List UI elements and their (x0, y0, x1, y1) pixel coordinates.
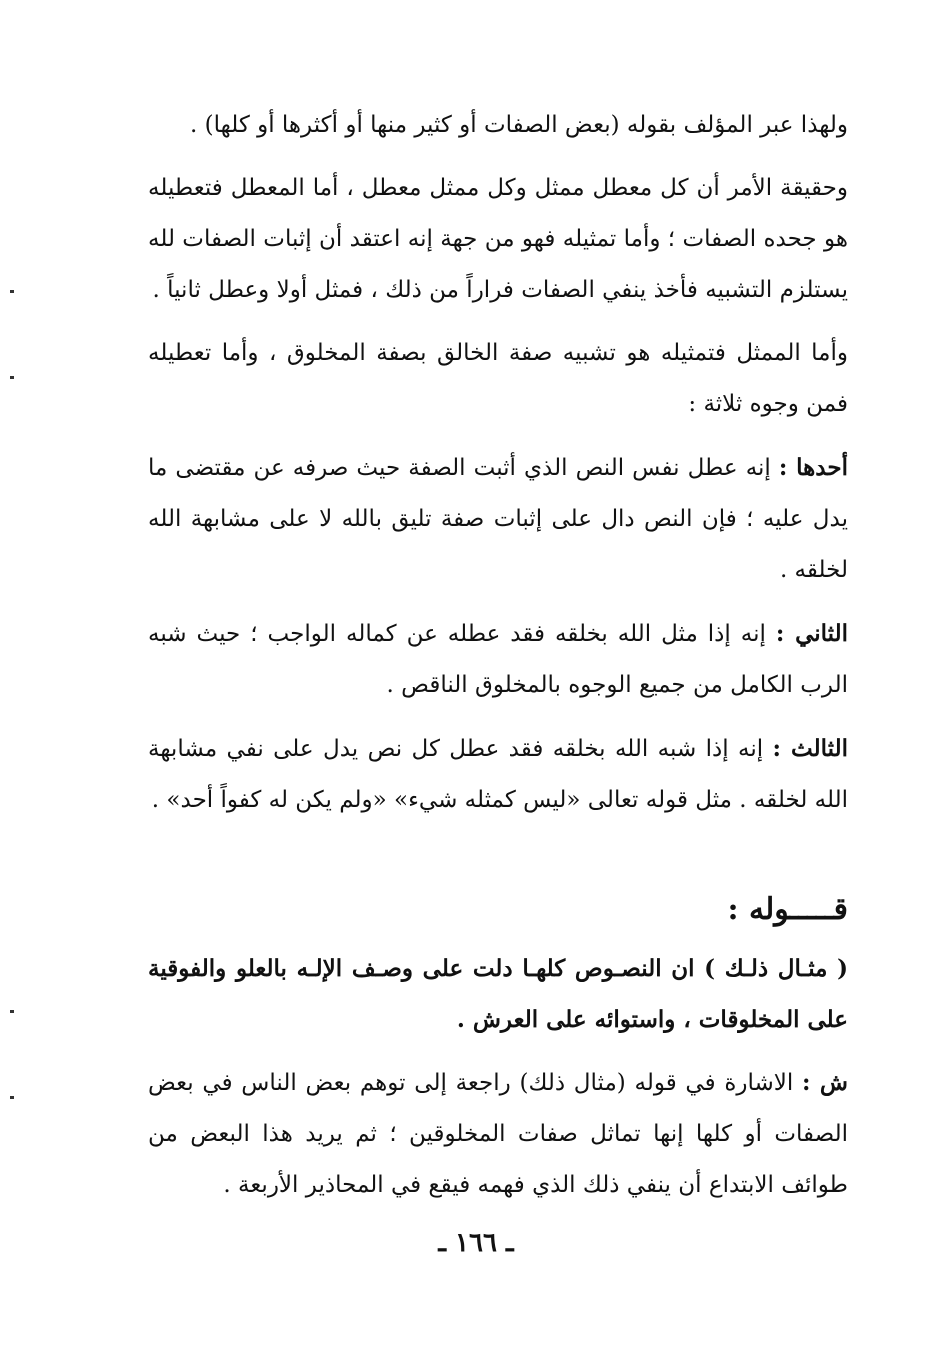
commentary-paragraph (148, 1057, 848, 1211)
quoted-text: ( مثـال ذلـك ) ان النصـوص كلهـا دلت على وصـف الإلـه بالعلو والفوقية على المخلوقات ، واستوائه على العرش . (148, 955, 848, 1033)
paragraph-4-lead: أحدها : (778, 454, 848, 481)
scan-speck (10, 1010, 14, 1013)
commentary-text: الاشارة في قوله (مثال ذلك) راجعة إلى توهم بعض الناس في بعض الصفات أو كلها إنها تماثل صفات المخلوقين ؛ ثم يريد هذا البعض من طوائف الابتداع أن ينفي ذلك الذي فهمه فيقع في المحاذير الأربعة . (148, 1070, 848, 1198)
paragraph-4-text: إنه عطل نفس النص الذي أثبت الصفة حيث صرفه عن مقتضى ما يدل عليه ؛ فإن النص دال على إثبات صفة تليق بالله لا على مشابهة الله لخلقه . (148, 455, 848, 583)
scan-speck (10, 290, 14, 293)
paragraph-5 (148, 608, 848, 711)
section-heading: قـــــوله : (727, 892, 848, 927)
paragraph-1: ولهذا عبر المؤلف بقوله (بعض الصفات أو كثير منها أو أكثرها أو كلها) . (190, 112, 848, 138)
paragraph-6 (148, 723, 848, 826)
paragraph-3: وأما الممثل فتمثيله هو تشبيه صفة الخالق بصفة المخلوق ، وأما تعطيله فمن وجوه ثلاثة : (148, 340, 848, 417)
commentary-lead: ش : (802, 1069, 849, 1096)
scan-speck (10, 376, 14, 379)
paragraph-4 (148, 442, 848, 596)
page-number: ـ ١٦٦ ـ (438, 1228, 514, 1258)
page-body (148, 100, 848, 1223)
paragraph-5-text: إنه إذا مثل الله بخلقه فقد عطله عن كماله الواجب ؛ حيث شبه الرب الكامل من جميع الوجوه بالمخلوق الناقص . (148, 621, 848, 698)
paragraph-6-lead: الثالث : (772, 735, 849, 762)
paragraph-2: وحقيقة الأمر أن كل معطل ممثل وكل ممثل معطل ، أما المعطل فتعطيله هو جحده الصفات ؛ وأما تمثيله فهو من جهة إنه اعتقد أن إثبات الصفات لله يستلزم التشبيه فأخذ ينفي الصفات فراراً من ذلك ، فمثل أولا وعطل ثانياً . (148, 175, 848, 303)
scan-speck (10, 1096, 14, 1099)
paragraph-5-lead: الثاني : (775, 620, 848, 647)
paragraph-6-text: إنه إذا شبه الله بخلقه فقد عطل كل نص يدل على نفي مشابهة الله لخلقه . مثل قوله تعالى «ليس كمثله شيء» «ولم يكن له كفواً أحد» . (148, 736, 848, 813)
